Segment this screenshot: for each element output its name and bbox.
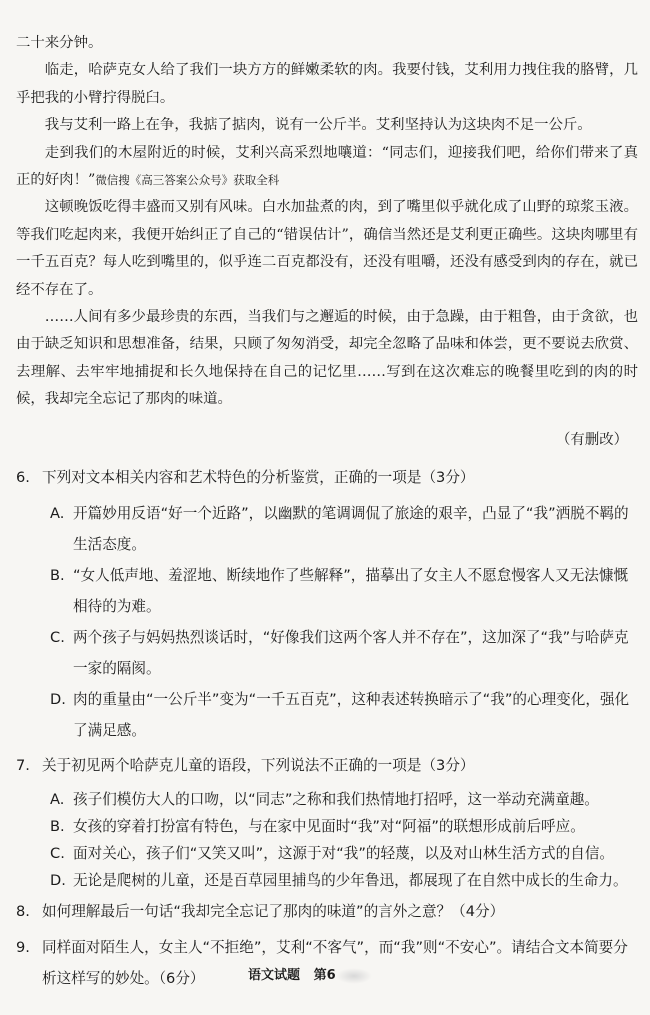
paragraph-1: 临走，哈萨克女人给了我们一块方方的鲜嫩柔软的肉。我要付钱，艾利用力拽住我的胳臂，几乎把我的小臂拧得脱臼。	[16, 62, 638, 106]
option-letter: C.	[50, 629, 65, 646]
question-6	[16, 466, 638, 490]
question-stem: 如何理解最后一句话“我却完全忘记了那肉的味道”的言外之意？（4分）	[42, 903, 505, 920]
option-letter: A.	[50, 505, 65, 522]
question-8	[16, 900, 638, 924]
option-text: 肉的重量由“一公斤半”变为“一千五百克”，这种表述转换暗示了“我”的心理变化，强化了满足感。	[73, 691, 630, 739]
paragraph-4: 这顿晚饭吃得丰盛而又别有风味。白水加盐煮的肉，到了嘴里似乎就化成了山野的琼浆玉液。等我们吃起肉来，我便开始纠正了自己的“错误估计”，确信当然还是艾利更正确些。这块肉哪里有一千五百克？每人吃到嘴里的，似乎连二百克都没有，还没有咀嚼，还没有感受到肉的存在，就已经不存在了。	[16, 199, 638, 298]
paragraph-2: 我与艾利一路上在争，我掂了掂肉，说有一公斤半。艾利坚持认为这块肉不足一公斤。	[44, 117, 592, 134]
option-text: 开篇妙用反语“好一个近路”，以幽默的笔调调侃了旅途的艰辛，凸显了“我”洒脱不羁的生活态度。	[73, 505, 629, 553]
question-number: 7.	[16, 757, 30, 774]
option-letter: D.	[50, 872, 66, 889]
question-7-option-b	[50, 813, 638, 840]
paragraph-5: ……人间有多少最珍贵的东西，当我们与之邂逅的时候，由于急躁，由于粗鲁，由于贪欲，也由于缺乏知识和思想准备，结果，只顾了匆匆消受，却完全忽略了品味和体尝，更不要说去欣赏、去理解、去牢牢地捕捉和长久地保持在自己的记忆里……写到在这次难忘的晚餐里吃到的肉的时候，我却完全忘记了那肉的味道。	[16, 309, 638, 408]
question-stem: 关于初见两个哈萨克儿童的语段，下列说法不正确的一项是（3分）	[42, 757, 475, 774]
passage-line-top: 二十来分钟。	[16, 35, 103, 51]
option-letter: C.	[50, 845, 65, 862]
question-number: 6.	[16, 469, 30, 486]
question-7-option-d	[50, 867, 638, 894]
option-letter: B.	[50, 818, 65, 835]
option-text: 两个孩子与妈妈热烈谈话时，“好像我们这两个客人并不存在”，这加深了“我”与哈萨克一家的隔阂。	[73, 629, 629, 677]
question-list	[16, 466, 638, 1002]
ad-watermark-text: 微信搜《高三答案公众号》获取全科	[95, 173, 280, 188]
footer-page-number: 第6	[313, 968, 336, 983]
source-note: （有删改）	[556, 432, 628, 448]
question-stem: 下列对文本相关内容和艺术特色的分析鉴赏，正确的一项是（3分）	[42, 469, 475, 486]
option-text: 无论是爬树的儿童，还是百草园里捕鸟的少年鲁迅，都展现了在自然中成长的生命力。	[73, 872, 628, 889]
option-text: “女人低声地、羞涩地、断续地作了些解释”，描摹出了女主人不愿怠慢客人又无法慷慨相待的为难。	[73, 567, 629, 615]
question-number: 8.	[16, 903, 30, 920]
question-6-option-b	[50, 560, 638, 622]
option-letter: A.	[50, 791, 65, 808]
option-text: 孩子们模仿大人的口吻，以“同志”之称和我们热情地打招呼，这一举动充满童趣。	[73, 791, 599, 808]
question-7-option-a	[50, 786, 638, 813]
paragraph-3	[16, 140, 638, 195]
smudge-mark	[336, 968, 372, 984]
option-letter: D.	[50, 691, 66, 708]
question-6-option-a	[50, 498, 638, 560]
question-stem: 同样面对陌生人，女主人“不拒绝”，艾利“不客气”，而“我”则“不安心”。请结合文本简要分析这样写的妙处。（6分）	[42, 939, 628, 987]
question-number: 9.	[16, 939, 30, 956]
option-text: 面对关心，孩子们“又笑又叫”，这源于对“我”的轻蔑，以及对山林生活方式的自信。	[73, 845, 615, 862]
question-9	[16, 932, 638, 994]
question-6-option-c	[50, 622, 638, 684]
reading-passage	[16, 30, 638, 414]
option-text: 女孩的穿着打扮富有特色，与在家中见面时“我”对“阿福”的联想形成前后呼应。	[73, 818, 585, 835]
paragraph-3-text: 走到我们的木屋附近的时候，艾利兴高采烈地嚷道：“同志们，迎接我们吧，给你们带来了真正的好肉！”	[16, 144, 638, 189]
option-letter: B.	[50, 567, 65, 584]
footer-label: 语文试题	[248, 968, 301, 983]
page-footer	[248, 964, 372, 984]
question-7	[16, 754, 638, 778]
question-7-option-c	[50, 840, 638, 867]
question-6-option-d	[50, 684, 638, 746]
